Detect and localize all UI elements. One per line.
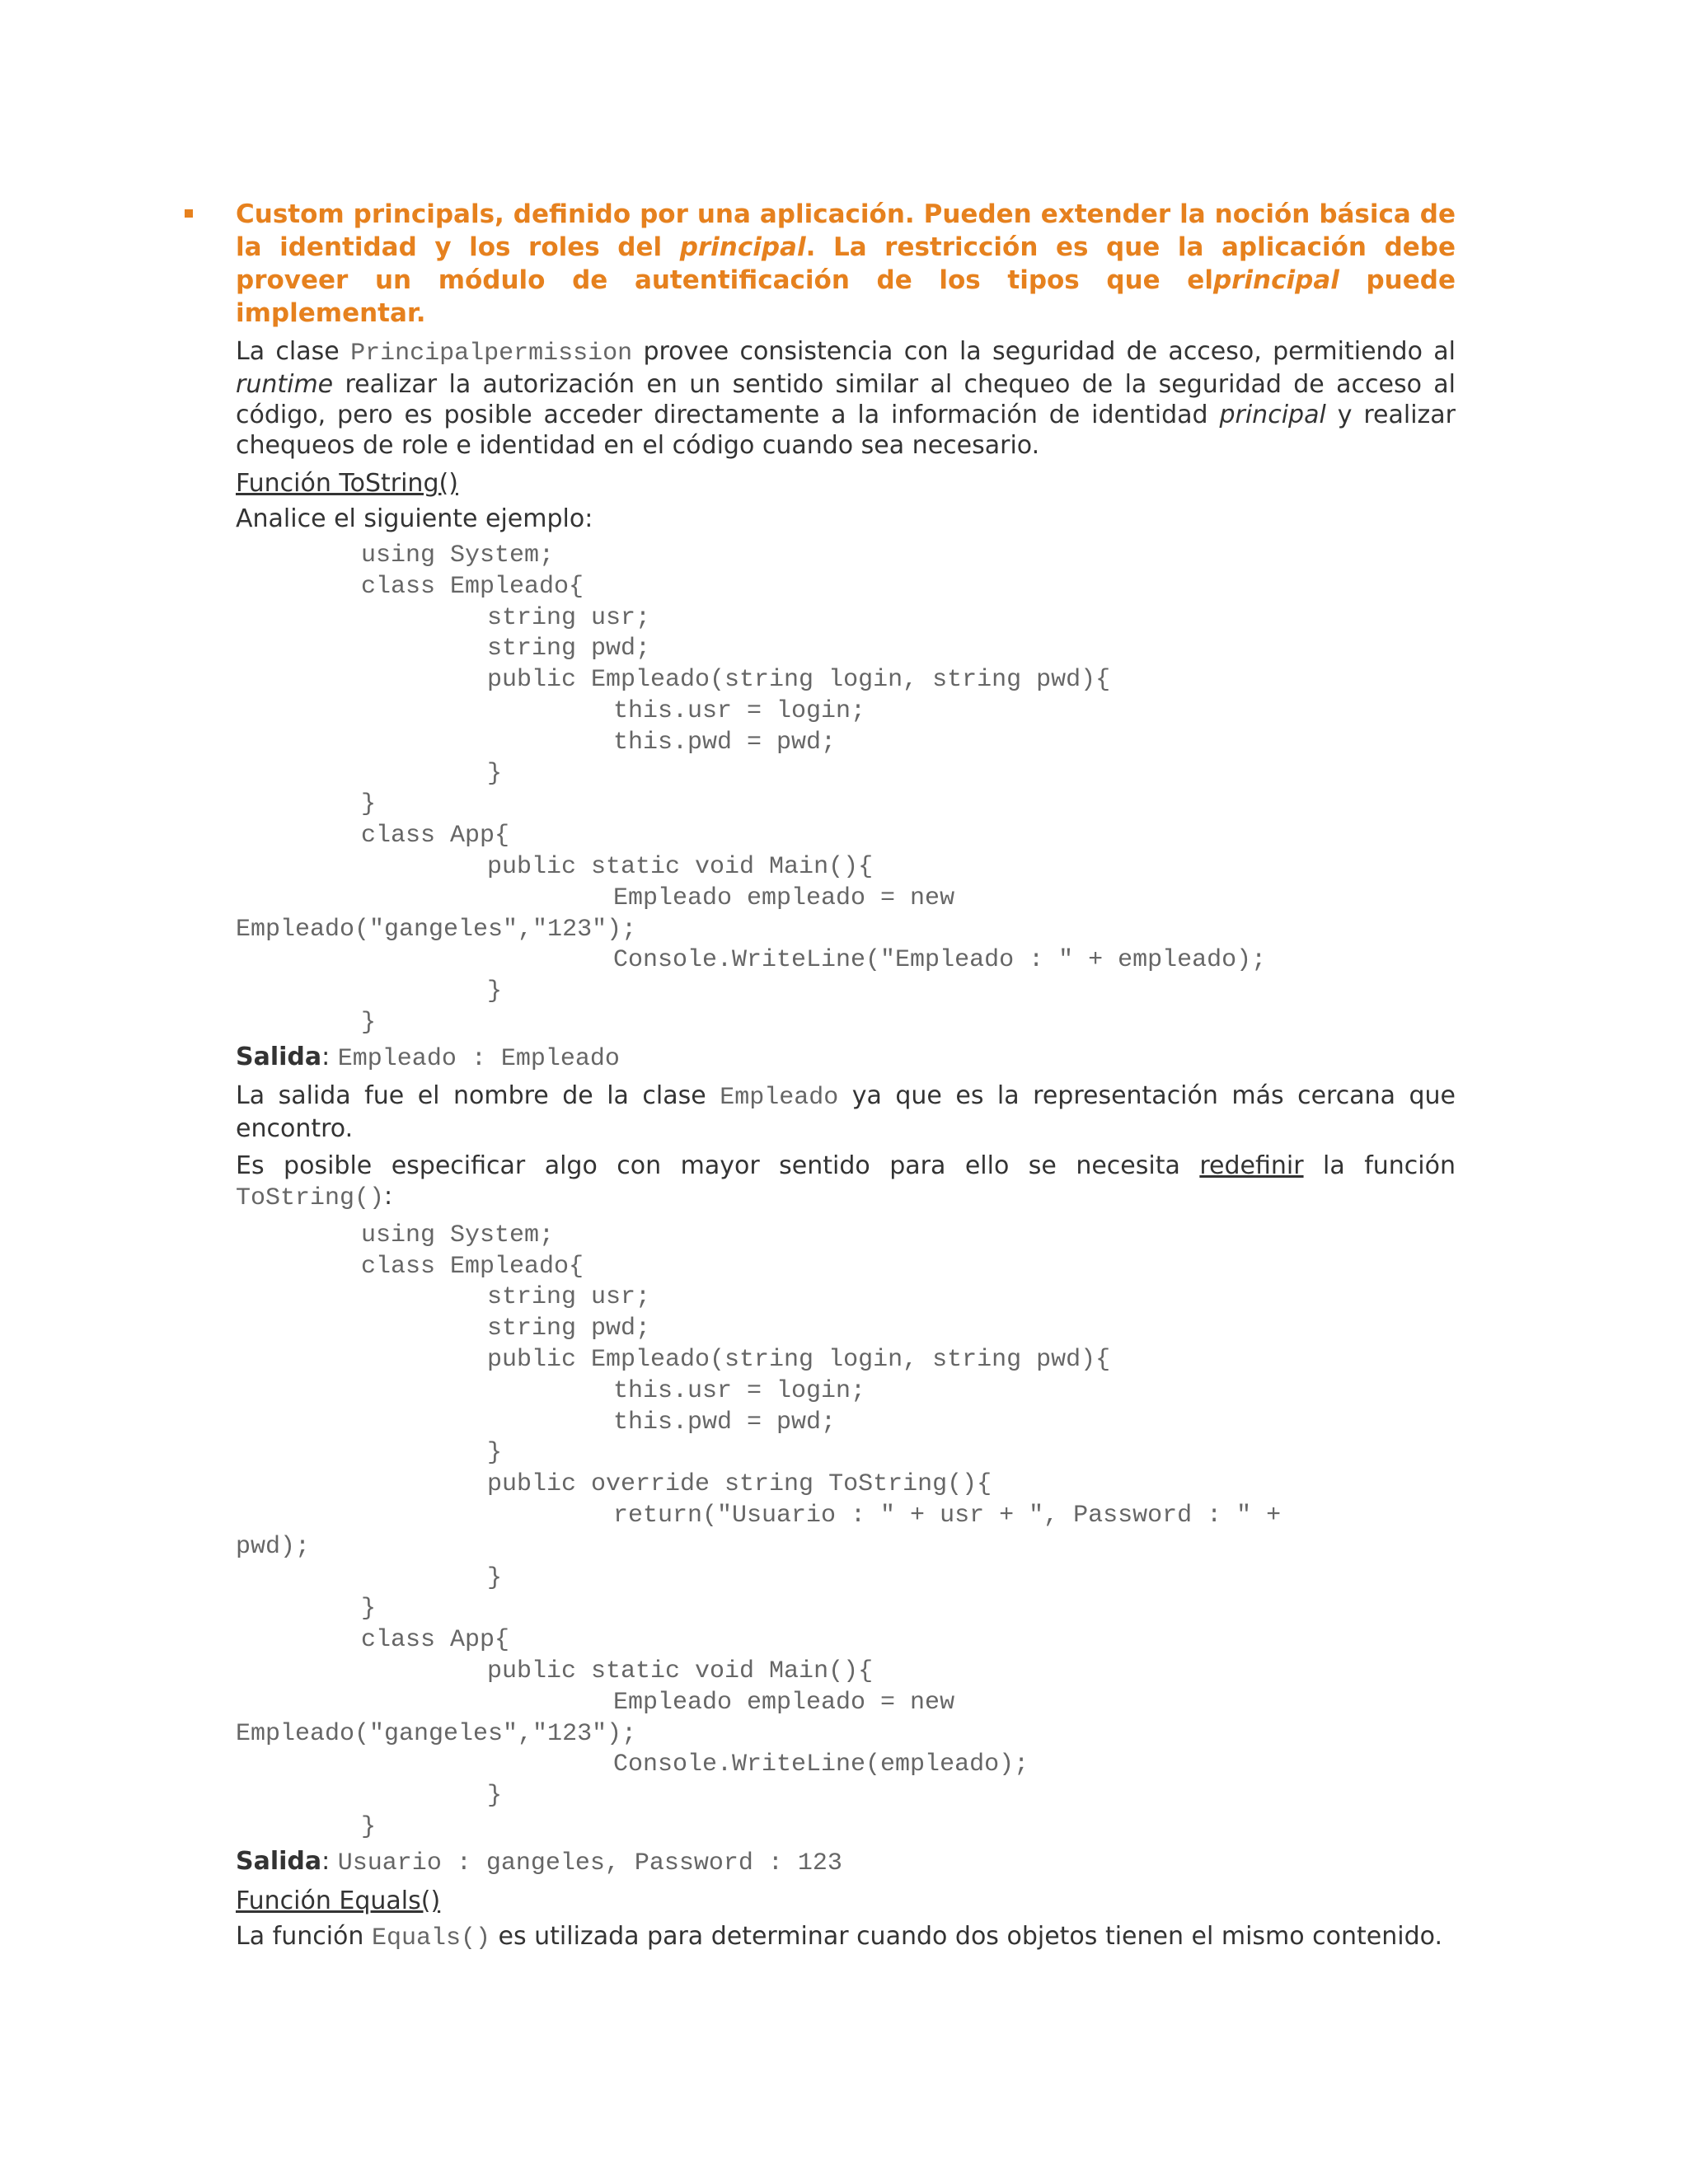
code-line: } [487, 1563, 503, 1592]
intro-text-4: y realizar chequeos de role e identidad en el código cuando sea necesario. [236, 401, 1456, 460]
code-line: string pwd; [487, 635, 651, 663]
code-line: } [361, 1595, 377, 1624]
explain-1-paragraph [236, 1080, 1456, 1144]
bullet-text-principal-1: principal [679, 232, 806, 262]
code-line: Empleado("gangeles","123"); [236, 915, 637, 944]
code-line: class Empleado{ [361, 572, 584, 601]
code-line: } [361, 1008, 377, 1037]
intro-principal: principal [1219, 401, 1326, 429]
salida-1-value: Empleado : Empleado [337, 1044, 620, 1073]
code-line: public static void Main(){ [487, 1657, 874, 1685]
salida-2-label: Salida [236, 1846, 322, 1876]
code-line: using System; [361, 541, 555, 569]
code-line: } [361, 790, 377, 819]
salida-1-label: Salida [236, 1042, 322, 1071]
explain-1-code: Empleado [720, 1083, 839, 1112]
section-heading-tostring[interactable]: Función ToString() [236, 469, 458, 498]
salida-2 [236, 1845, 1456, 1880]
square-bullet-icon [185, 209, 193, 218]
salida-2-value: Usuario : gangeles, Password : 123 [337, 1849, 842, 1877]
code-line: } [487, 1439, 503, 1468]
bullet-text-part3: puede implementar. [236, 265, 1456, 328]
intro-text-1: La clase [236, 337, 351, 366]
explain-2-text-1: Es posible especificar algo con mayor sentido para ello se necesita [236, 1151, 1200, 1180]
code-line: this.usr = login; [613, 696, 866, 725]
explain-2-paragraph [236, 1151, 1456, 1214]
explain-2-code: ToString() [236, 1183, 385, 1212]
principalpermission-paragraph [236, 336, 1456, 461]
code-line: this.pwd = pwd; [613, 1408, 837, 1436]
intro-text-2: provee consistencia con la seguridad de acceso, permitiendo al [632, 337, 1456, 366]
equals-code: Equals() [371, 1924, 490, 1952]
explain-1-text-1: La salida fue el nombre de la clase [236, 1080, 720, 1110]
code-line: class Empleado{ [361, 1252, 584, 1281]
code-line: Empleado("gangeles","123"); [236, 1719, 637, 1748]
code-line: Console.WriteLine("Empleado : " + empleado); [613, 946, 1267, 975]
intro-runtime: runtime [236, 370, 334, 399]
section-heading-equals[interactable]: Función Equals() [236, 1886, 441, 1915]
code-line: pwd); [236, 1532, 311, 1561]
equals-text-1: La función [236, 1921, 372, 1951]
code-line: public Empleado(string login, string pwd){ [487, 1345, 1111, 1374]
salida-1-sep: : [321, 1042, 338, 1071]
code-line: } [487, 977, 503, 1006]
code-line: class App{ [361, 1626, 510, 1655]
custom-principals-bullet-item [236, 198, 1456, 330]
code-line: string usr; [487, 603, 651, 632]
code-line: Console.WriteLine(empleado); [613, 1750, 1029, 1779]
code-block-2 [236, 1221, 1456, 1844]
code-block-1 [236, 541, 1456, 1039]
salida-2-sep: : [321, 1846, 338, 1876]
bullet-text-principal-2: principal [1212, 265, 1339, 295]
redefinir-link[interactable]: redefinir [1199, 1151, 1304, 1180]
code-line: this.usr = login; [613, 1376, 866, 1405]
explain-2-text-2: la función [1303, 1151, 1456, 1180]
code-line: class App{ [361, 822, 510, 851]
bullet-text-part1: Custom principals, definido por una aplicación. Pueden extender la noción básica de la identidad y los roles del [236, 199, 1456, 262]
code-line: public static void Main(){ [487, 852, 874, 881]
intro-text-3: realizar la autorización en un sentido similar al chequeo de la seguridad de acceso al código, pero es posible acceder directamente a la información de identidad [236, 370, 1456, 429]
code-line: } [487, 1782, 503, 1811]
code-line: string usr; [487, 1283, 651, 1312]
explain-1-text-2: ya que es la representación más cercana que encontro. [236, 1080, 1456, 1143]
equals-paragraph [236, 1921, 1456, 1954]
code-line: } [487, 759, 503, 788]
salida-1 [236, 1041, 1456, 1076]
explain-2-text-3: : [384, 1181, 393, 1211]
equals-text-2: es utilizada para determinar cuando dos objetos tienen el mismo contenido. [490, 1921, 1442, 1951]
code-line: Empleado empleado = new [613, 883, 955, 912]
code-line: return("Usuario : " + usr + ", Password : " + [613, 1501, 1282, 1530]
document-content [236, 198, 1456, 1961]
code-line: } [361, 1812, 377, 1841]
code-line: public override string ToString(){ [487, 1470, 992, 1499]
code-line: Empleado empleado = new [613, 1688, 955, 1717]
analice-text: Analice el siguiente ejemplo: [236, 504, 593, 533]
code-line: this.pwd = pwd; [613, 728, 837, 757]
intro-code-principalpermission: Principalpermission [350, 340, 633, 368]
code-line: using System; [361, 1221, 555, 1249]
code-line: string pwd; [487, 1315, 651, 1343]
code-line: public Empleado(string login, string pwd){ [487, 666, 1111, 695]
bullet-text-part2: . La restricción es que la aplicación debe proveer un módulo de autentificación de los tipos que el [236, 232, 1456, 295]
